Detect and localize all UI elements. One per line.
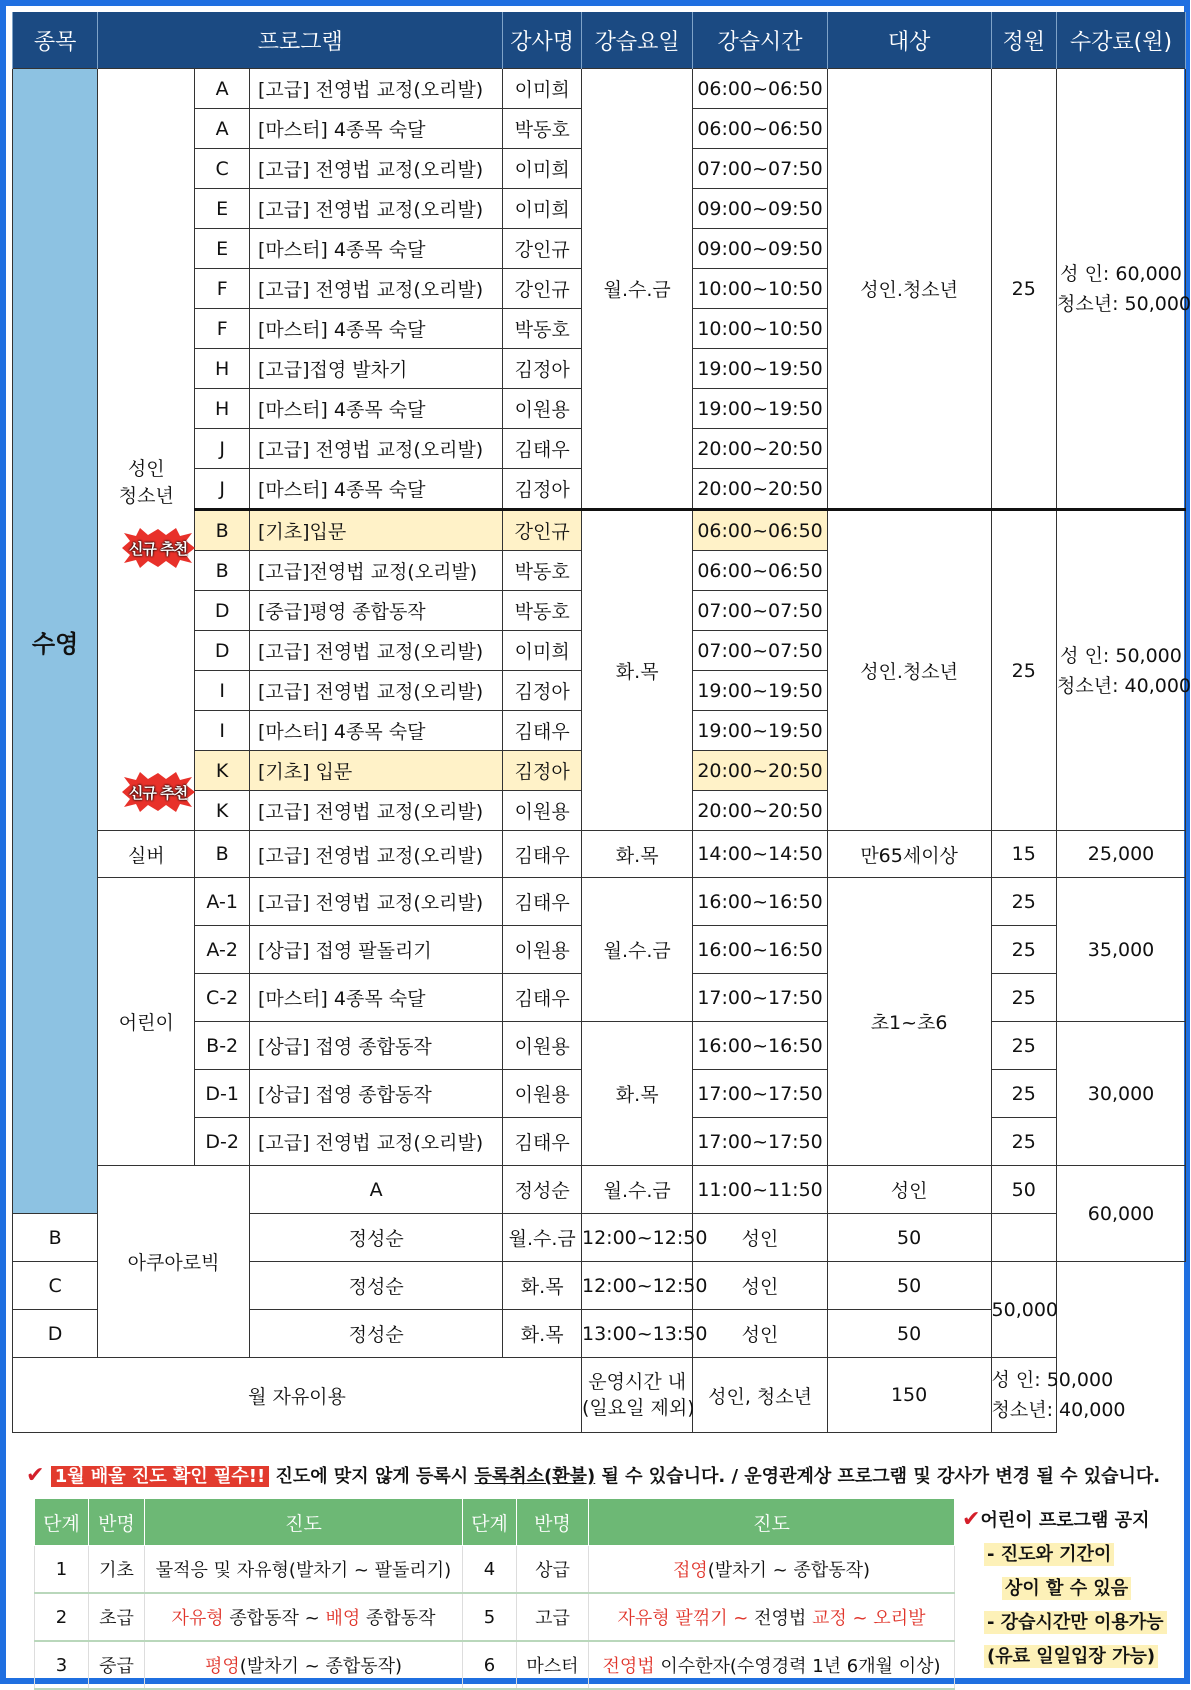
level-name: 초급 <box>89 1593 145 1641</box>
program-cell: [기초]입문 <box>249 510 502 551</box>
level-row <box>35 1593 955 1641</box>
fee-adult: 성 인: 50,000 <box>1060 644 1182 667</box>
teacher-cell: 김정아 <box>503 349 582 389</box>
teacher-cell: 김정아 <box>503 671 582 711</box>
program-cell: [마스터] 4종목 숙달 <box>249 469 502 510</box>
time-cell: 07:00~07:50 <box>693 631 827 671</box>
level-header-stage: 단계 <box>463 1499 517 1546</box>
target-cell: 성인.청소년 <box>827 510 991 831</box>
program-cell: [고급] 전영법 교정(오리발) <box>249 269 502 309</box>
new-recommend-badge <box>118 527 198 569</box>
class-cell: A <box>195 69 250 109</box>
check-icon: ✔ <box>962 1507 981 1532</box>
teacher-cell: 강인규 <box>503 229 582 269</box>
kids-notice-title-text: 어린이 프로그램 공지 <box>980 1510 1150 1531</box>
notice-text1: 진도에 맞지 않게 등록시 <box>269 1466 475 1487</box>
table-row <box>13 69 1186 109</box>
level-header-progress: 진도 <box>145 1499 463 1546</box>
time-cell: 14:00~14:50 <box>693 831 827 878</box>
level-name: 상급 <box>517 1546 589 1594</box>
time-cell: 10:00~10:50 <box>693 269 827 309</box>
program-cell: [고급] 전영법 교정(오리발) <box>249 149 502 189</box>
notice-text2: 될 수 있습니다. / 운영관계상 프로그램 및 강사가 변경 될 수 있습니다. <box>595 1466 1161 1487</box>
class-cell: B <box>195 831 250 878</box>
target-cell: 성인 <box>693 1214 827 1262</box>
progress-text: 전영법 <box>754 1608 812 1629</box>
teacher-cell: 박동호 <box>503 109 582 149</box>
time-cell: 16:00~16:50 <box>693 1022 827 1070</box>
class-cell: A-1 <box>195 878 250 926</box>
header-capacity: 정원 <box>991 12 1057 69</box>
teacher-cell: 박동호 <box>503 309 582 349</box>
header-subject: 종목 <box>13 12 98 69</box>
class-cell: H <box>195 389 250 429</box>
level-progress <box>145 1641 463 1689</box>
program-cell: [마스터] 4종목 숙달 <box>249 711 502 751</box>
capacity-cell: 150 <box>827 1358 991 1433</box>
time-cell: 07:00~07:50 <box>693 591 827 631</box>
level-header-class: 반명 <box>517 1499 589 1546</box>
teacher-cell: 김정아 <box>503 469 582 510</box>
time-cell: 13:00~13:50 <box>581 1310 692 1358</box>
progress-highlight: 평영 <box>204 1656 240 1677</box>
level-row <box>35 1641 955 1689</box>
time-cell: 06:00~06:50 <box>693 69 827 109</box>
teacher-cell: 이원용 <box>503 1070 582 1118</box>
capacity-cell: 25 <box>991 510 1057 831</box>
capacity-cell: 50 <box>827 1310 991 1358</box>
level-no: 2 <box>35 1593 89 1641</box>
class-cell: F <box>195 269 250 309</box>
target-cell: 성인, 청소년 <box>693 1358 827 1433</box>
days-cell: 월.수.금 <box>581 878 692 1022</box>
program-cell: [고급] 전영법 교정(오리발) <box>249 429 502 469</box>
time-cell: 20:00~20:50 <box>693 429 827 469</box>
days-cell: 월.수.금 <box>581 69 692 510</box>
registration-notice <box>26 1462 1160 1488</box>
time-cell: 16:00~16:50 <box>693 926 827 974</box>
notice-must: 1월 배울 진도 확인 필수!! <box>51 1466 270 1487</box>
header-days: 강습요일 <box>581 12 692 69</box>
time-cell: 07:00~07:50 <box>693 149 827 189</box>
teacher-cell: 이원용 <box>503 389 582 429</box>
capacity-cell: 25 <box>991 69 1057 510</box>
kids-program-notice <box>962 1506 1184 1668</box>
level-no: 4 <box>463 1546 517 1594</box>
capacity-cell: 25 <box>991 878 1057 926</box>
teacher-cell: 정성순 <box>503 1166 582 1214</box>
group-label-line2: 청소년 <box>118 485 174 507</box>
capacity-cell: 25 <box>991 974 1057 1022</box>
time-cell: 20:00~20:50 <box>693 469 827 510</box>
fee-cell: 50,000 <box>991 1262 1057 1358</box>
class-cell: J <box>195 469 250 510</box>
fee-cell <box>1057 69 1191 510</box>
target-cell: 성인 <box>827 1166 991 1214</box>
level-name: 고급 <box>517 1593 589 1641</box>
progress-highlight: 자유형 <box>171 1608 224 1629</box>
fee-cell: 60,000 <box>1057 1166 1186 1262</box>
target-cell: 만65세이상 <box>827 831 991 878</box>
program-cell: [고급] 전영법 교정(오리발) <box>249 631 502 671</box>
teacher-cell: 김태우 <box>503 429 582 469</box>
class-cell: E <box>195 189 250 229</box>
class-cell: B <box>195 551 250 591</box>
time-cell: 06:00~06:50 <box>693 551 827 591</box>
class-cell: B <box>195 510 250 551</box>
teacher-cell: 이원용 <box>503 1022 582 1070</box>
class-cell: F <box>195 309 250 349</box>
class-cell: J <box>195 429 250 469</box>
group-adult-youth <box>98 69 195 831</box>
target-cell: 성인 <box>693 1262 827 1310</box>
schedule-body <box>13 69 1191 1433</box>
group-kids: 어린이 <box>98 878 195 1166</box>
check-icon: ✔ <box>26 1463 45 1488</box>
fee-cell <box>1057 510 1191 831</box>
program-cell: [마스터] 4종목 숙달 <box>249 974 502 1022</box>
teacher-cell: 이원용 <box>503 791 582 831</box>
level-header-class: 반명 <box>89 1499 145 1546</box>
class-cell: D <box>195 631 250 671</box>
teacher-cell: 박동호 <box>503 551 582 591</box>
kids-notice-line: - 진도와 기간이 <box>984 1543 1114 1566</box>
progress-text: 종합동작 <box>360 1608 436 1629</box>
fee-adult: 성 인: 50,000 <box>991 1369 1114 1391</box>
days-cell: 화.목 <box>503 1262 582 1310</box>
class-cell: H <box>195 349 250 389</box>
table-row <box>13 1358 1186 1433</box>
progress-highlight: 전영법 <box>602 1656 655 1677</box>
time-cell <box>581 1358 695 1433</box>
program-cell: [상급] 접영 종합동작 <box>249 1070 502 1118</box>
time-cell: 09:00~09:50 <box>693 229 827 269</box>
class-cell: A-2 <box>195 926 250 974</box>
program-cell: [기초] 입문 <box>249 751 502 791</box>
header-target: 대상 <box>827 12 991 69</box>
progress-highlight: 배영 <box>325 1608 361 1629</box>
time-cell: 19:00~19:50 <box>693 389 827 429</box>
group-silver: 실버 <box>98 831 195 878</box>
teacher-cell: 강인규 <box>503 510 582 551</box>
capacity-cell: 50 <box>827 1262 991 1310</box>
capacity-cell: 25 <box>991 1070 1057 1118</box>
program-cell: [마스터] 4종목 숙달 <box>249 309 502 349</box>
kids-notice-line: - 강습시간만 이용가능 <box>984 1611 1167 1634</box>
capacity-cell: 50 <box>827 1214 991 1262</box>
days-cell: 화.목 <box>503 1310 582 1358</box>
time-cell: 06:00~06:50 <box>693 510 827 551</box>
days-cell: 월.수.금 <box>503 1214 582 1262</box>
level-progress: 물적응 및 자유형(발차기 ~ 팔돌리기) <box>145 1546 463 1594</box>
class-cell: C <box>13 1262 98 1310</box>
header-fee: 수강료(원) <box>1057 12 1186 69</box>
level-header-progress: 진도 <box>589 1499 955 1546</box>
time-cell: 12:00~12:50 <box>581 1214 692 1262</box>
badge-label: 신규 추천 <box>128 783 188 802</box>
time-cell: 20:00~20:50 <box>693 751 827 791</box>
level-no: 6 <box>463 1641 517 1689</box>
table-row <box>13 878 1186 926</box>
teacher-cell: 정성순 <box>249 1214 502 1262</box>
program-cell: [중급]평영 종합동작 <box>249 591 502 631</box>
time-cell: 06:00~06:50 <box>693 109 827 149</box>
level-name: 중급 <box>89 1641 145 1689</box>
program-cell: [고급] 전영법 교정(오리발) <box>249 1118 502 1166</box>
time-cell: 19:00~19:50 <box>693 349 827 389</box>
time-cell: 17:00~17:50 <box>693 1070 827 1118</box>
class-cell: I <box>195 711 250 751</box>
teacher-cell: 이미희 <box>503 69 582 109</box>
program-cell: [고급] 전영법 교정(오리발) <box>249 189 502 229</box>
new-recommend-badge <box>118 771 198 813</box>
progress-text: 이수한자(수영경력 1년 6개월 이상) <box>654 1656 941 1677</box>
teacher-cell: 김태우 <box>503 1118 582 1166</box>
class-cell: K <box>195 791 250 831</box>
program-cell: [상급] 접영 팔돌리기 <box>249 926 502 974</box>
days-cell: 월.수.금 <box>581 1166 692 1214</box>
target-cell: 성인.청소년 <box>827 69 991 510</box>
program-cell: [마스터] 4종목 숙달 <box>249 229 502 269</box>
class-cell: A <box>195 109 250 149</box>
teacher-cell: 김태우 <box>503 878 582 926</box>
fee-adult: 성 인: 60,000 <box>1060 262 1182 285</box>
level-progress <box>589 1546 955 1594</box>
program-cell: [마스터] 4종목 숙달 <box>249 389 502 429</box>
free-use-label: 월 자유이용 <box>13 1358 582 1433</box>
fee-cell: 25,000 <box>1057 831 1186 878</box>
header-instructor: 강사명 <box>503 12 582 69</box>
notice-underlined: 등록취소(환불) <box>474 1466 596 1487</box>
progress-highlight: 자유형 팔꺾기 ~ <box>617 1608 755 1629</box>
swim-schedule-table <box>12 12 1191 1433</box>
free-time-line1: 운영시간 내 <box>588 1371 687 1393</box>
header-program: 프로그램 <box>98 12 503 69</box>
progress-highlight: 접영 <box>672 1560 708 1581</box>
program-cell: [고급] 전영법 교정(오리발) <box>249 878 502 926</box>
time-cell: 20:00~20:50 <box>693 791 827 831</box>
class-cell: D-1 <box>195 1070 250 1118</box>
fee-cell: 30,000 <box>1057 1022 1186 1166</box>
time-cell: 10:00~10:50 <box>693 309 827 349</box>
time-cell: 19:00~19:50 <box>693 671 827 711</box>
time-cell: 12:00~12:50 <box>581 1262 692 1310</box>
program-cell: [고급] 전영법 교정(오리발) <box>249 671 502 711</box>
capacity-cell: 25 <box>991 926 1057 974</box>
class-cell: D-2 <box>195 1118 250 1166</box>
kids-notice-title <box>962 1506 1184 1532</box>
class-cell: D <box>195 591 250 631</box>
free-time-line2: (일요일 제외) <box>581 1397 695 1419</box>
teacher-cell: 이미희 <box>503 149 582 189</box>
teacher-cell: 김정아 <box>503 751 582 791</box>
teacher-cell: 이미희 <box>503 189 582 229</box>
teacher-cell: 박동호 <box>503 591 582 631</box>
level-no: 5 <box>463 1593 517 1641</box>
class-cell: C <box>195 149 250 189</box>
teacher-cell: 김태우 <box>503 711 582 751</box>
level-progress <box>589 1641 955 1689</box>
program-cell: [고급]전영법 교정(오리발) <box>249 551 502 591</box>
class-cell: A <box>249 1166 502 1214</box>
program-cell: [상급] 접영 종합동작 <box>249 1022 502 1070</box>
teacher-cell: 김태우 <box>503 974 582 1022</box>
teacher-cell: 이원용 <box>503 926 582 974</box>
group-aqua: 아쿠아로빅 <box>98 1166 250 1358</box>
time-cell: 17:00~17:50 <box>693 1118 827 1166</box>
capacity-cell: 25 <box>991 1118 1057 1166</box>
capacity-cell: 15 <box>991 831 1057 878</box>
teacher-cell: 정성순 <box>249 1262 502 1310</box>
fee-youth: 청소년: 40,000 <box>1057 674 1191 697</box>
time-cell: 17:00~17:50 <box>693 974 827 1022</box>
days-cell: 화.목 <box>581 1022 692 1166</box>
kids-notice-line: (유료 일일입장 가능) <box>984 1645 1158 1668</box>
teacher-cell: 김태우 <box>503 831 582 878</box>
level-no: 3 <box>35 1641 89 1689</box>
subject-cell: 수영 <box>13 69 98 1214</box>
header-row <box>13 12 1186 69</box>
table-row <box>13 831 1186 878</box>
class-cell: C-2 <box>195 974 250 1022</box>
class-cell: B <box>13 1214 98 1262</box>
class-cell: D <box>13 1310 98 1358</box>
fee-cell <box>991 1358 1126 1433</box>
capacity-cell: 25 <box>991 1022 1057 1070</box>
progress-text: 종합동작 ~ <box>223 1608 326 1629</box>
header-time: 강습시간 <box>693 12 827 69</box>
time-cell: 09:00~09:50 <box>693 189 827 229</box>
target-cell: 성인 <box>693 1310 827 1358</box>
level-no: 1 <box>35 1546 89 1594</box>
program-cell: [고급] 전영법 교정(오리발) <box>249 831 502 878</box>
progress-text: (발차기 ~ 종합동작) <box>707 1560 871 1581</box>
time-cell: 11:00~11:50 <box>693 1166 827 1214</box>
table-row <box>13 1166 1186 1214</box>
level-name: 기초 <box>89 1546 145 1594</box>
fee-youth: 청소년: 40,000 <box>991 1399 1126 1421</box>
level-progress <box>145 1593 463 1641</box>
progress-text: (발차기 ~ 종합동작) <box>239 1656 403 1677</box>
class-cell: I <box>195 671 250 711</box>
program-cell: [고급]접영 발차기 <box>249 349 502 389</box>
class-cell: B-2 <box>195 1022 250 1070</box>
program-cell: [고급] 전영법 교정(오리발) <box>249 791 502 831</box>
days-cell: 화.목 <box>581 831 692 878</box>
teacher-cell: 정성순 <box>249 1310 502 1358</box>
program-cell: [마스터] 4종목 숙달 <box>249 109 502 149</box>
capacity-cell: 50 <box>991 1166 1057 1214</box>
level-header-stage: 단계 <box>35 1499 89 1546</box>
time-cell: 19:00~19:50 <box>693 711 827 751</box>
days-cell: 화.목 <box>581 510 692 831</box>
badge-label: 신규 추천 <box>128 539 188 558</box>
level-progress-table <box>34 1498 955 1690</box>
class-cell: E <box>195 229 250 269</box>
fee-cell: 35,000 <box>1057 878 1186 1022</box>
target-cell: 초1~초6 <box>827 878 991 1166</box>
time-cell: 16:00~16:50 <box>693 878 827 926</box>
kids-notice-line: 상이 할 수 있음 <box>1002 1577 1131 1600</box>
level-name: 마스터 <box>517 1641 589 1689</box>
fee-youth: 청소년: 50,000 <box>1057 292 1191 315</box>
level-progress <box>589 1593 955 1641</box>
group-label-line1: 성인 <box>127 458 165 480</box>
teacher-cell: 강인규 <box>503 269 582 309</box>
class-cell: K <box>195 751 250 791</box>
level-row <box>35 1546 955 1594</box>
level-header-row <box>35 1499 955 1546</box>
teacher-cell: 이미희 <box>503 631 582 671</box>
progress-highlight: 교정 ~ 오리발 <box>812 1608 926 1629</box>
program-cell: [고급] 전영법 교정(오리발) <box>249 69 502 109</box>
